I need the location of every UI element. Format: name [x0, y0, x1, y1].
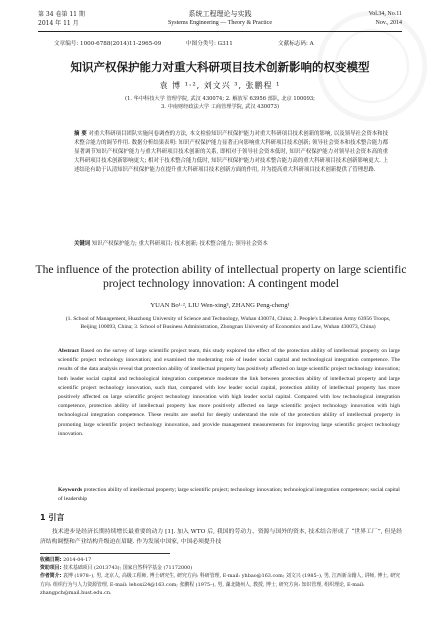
abstract-zh-text: 对重大科研项目团队实施问卷调查的方法, 本文检验知识产权保护能力对重大科研项目技术创新的影响, 以及领导社会资本和技术整合能力的调节作用. 数据分析结果表明: 知识产权保护能力显著正向影响重大科研项目技术创新; 领导社会资本和技术整合能力都显著调节知识产权保护能力与重大科研项目技术创新的关系, 即相对于领导社会资本低时, 知识产权保护能力对领导社会资本高的重大科研项目技术创新影响更大; 相对于技术整合能力低时, 知识产权保护能力对技术整合能力高的重大科研项目技术创新影响更大. 上述结论有助于认清知识产权保护能力在提升重大科研项目技术创新方面的作用, 并为提高重大科研项目技术创新提供了管理思路. — [74, 131, 388, 173]
keywords-en-text: protection ability of intellectual property; large scientific project; technology innovation; technological integration competence; social capital of leadership — [58, 487, 400, 502]
paper-title-zh: 知识产权保护能力对重大科研项目技术创新影响的权变模型 — [70, 60, 370, 74]
article-number: 文章编号: 1000-6788(2014)11-2965-09 — [54, 41, 162, 47]
section-heading: 1 引言 — [40, 513, 65, 522]
keywords-zh-text: 知识产权保护能力; 重大科研项目; 技术创新; 技术整合能力; 领导社会资本 — [91, 241, 268, 247]
abstract-en — [58, 347, 400, 439]
fund-label: 资助项目: — [40, 565, 62, 572]
keywords-zh-label: 关键词 — [74, 241, 91, 247]
fund-text: 技术基础项目 (2013743); 国家自然科学基金 (71172000) — [63, 565, 193, 572]
header-date-en: Nov., 2014 — [375, 20, 402, 26]
article-identifiers — [54, 39, 400, 49]
abstract-en-label: Abstract — [58, 348, 79, 354]
keywords-en-label: Keywords — [58, 487, 83, 493]
footnote-rule — [40, 553, 170, 554]
affiliation-zh-line: 3. 中南财经政法大学 工商管理学院, 武汉 430073) — [160, 104, 280, 110]
footnote-block — [40, 556, 402, 597]
header-vol-no: Vol.34, No.11 — [368, 11, 402, 17]
authors-zh: 袁 博 ¹·², 刘文兴 ³, 张鹏程 ¹ — [159, 81, 281, 90]
header-rule — [38, 31, 402, 32]
affiliations-zh — [60, 95, 380, 111]
keywords-en — [58, 486, 400, 504]
received-date: 2014-04-17 — [63, 557, 92, 563]
document-code: 文献标志码: A — [278, 41, 314, 47]
intro-paragraph: 技术进步是经济长期持续增长最重要的动力 [1]. 加入 WTO 后, 我国的劳动力、资源与国外的资本, 技术结合形成了 “世界工厂”, 但是经济结构调整和产业结构升级迫在眉睫. 作为发展中国家, 中国必须提升技 — [40, 529, 402, 545]
header-volume-issue: 第 34 卷第 11 期 — [38, 11, 85, 18]
header-volume-en — [369, 10, 402, 28]
journal-name-zh: 系统工程理论与实践 — [188, 10, 252, 18]
clc-number: 中图分类号: G311 — [186, 41, 233, 47]
affiliation-zh-line: (1. 华中科技大学 管理学院, 武汉 430074; 2. 解放军 63956 部队, 北京 100093; — [125, 96, 315, 102]
bio-text: 袁博 (1978–), 男, 北京人, 高级工程师, 博士研究生, 研究方向: 科研管理, E-mail: yhbao@163.com; 刘文兴 (1985–), 男, 江西新余籍人, 讲师, 博士, 研究方向: 组织行为与人力资源管理, E-mail: lehoxi24@163.com; 张鹏程 (1975–), 男, 湖北随州人, 教授, 博士, 研究方向: 知识管理, 组织理论, E-mail: zhangpch@mail.hust.edu.cn. — [40, 573, 401, 596]
running-header — [38, 10, 402, 32]
affiliations-en: (1. School of Management, Huazhong University of Science and Technology, Wuhan 430074, China; 2. People's Liberation Army 63956 Troops, Beijing 100093, China; 3. School of Business Administration, Zhongnan University of Economics and Law, Wuhan 430073, China) — [65, 316, 391, 330]
journal-name-en: Systems Engineering — Theory & Practice — [167, 20, 273, 26]
bio-label: 作者简介: — [40, 573, 62, 580]
abstract-zh — [74, 130, 388, 175]
header-date-zh: 2014 年 11 月 — [38, 20, 79, 27]
keywords-zh — [74, 240, 388, 249]
authors-en: YUAN Bo¹·², LIU Wen-xing³, ZHANG Peng-cheng¹ — [150, 302, 290, 309]
abstract-zh-label: 摘 要 — [74, 131, 87, 137]
header-journal — [38, 10, 402, 28]
paper-title-en: The influence of the protection ability of intellectual property on large scientific project technology innovation: A contingent model — [35, 263, 407, 290]
footnote-fund — [40, 564, 402, 572]
received-label: 收稿日期: — [40, 557, 62, 563]
footnote-bio — [40, 572, 402, 597]
abstract-en-text: Based on the survey of large scientific project team, this study explored the effect of the protection ability of intellectual property on large scientific project technology innovation; and examined the moderating role of leader social capital and technological integration competence. The results of the data analysis reveal that protection ability of intellectual property has positively affected on large scientific project technology innovation; both leader social capital and technological integration competence moderate the link between protection ability of intellectual property and large scientific project technology innovation, such that, compared with low leader social capital, protection ability of intellectual property has more positively affected on large scientific project technology innovation with high leader social capital. Compared with low technological integration competence, protection ability of intellectual property has more positively affected on large scientific project technology innovation with high technological integration competence. These results are useful for deeply understand the role of the protection ability of intellectual property in promoting large scientific project technology innovation, and provide management measurements for improving large scientific project technology innovation. — [58, 348, 400, 437]
footnote-received — [40, 556, 402, 564]
